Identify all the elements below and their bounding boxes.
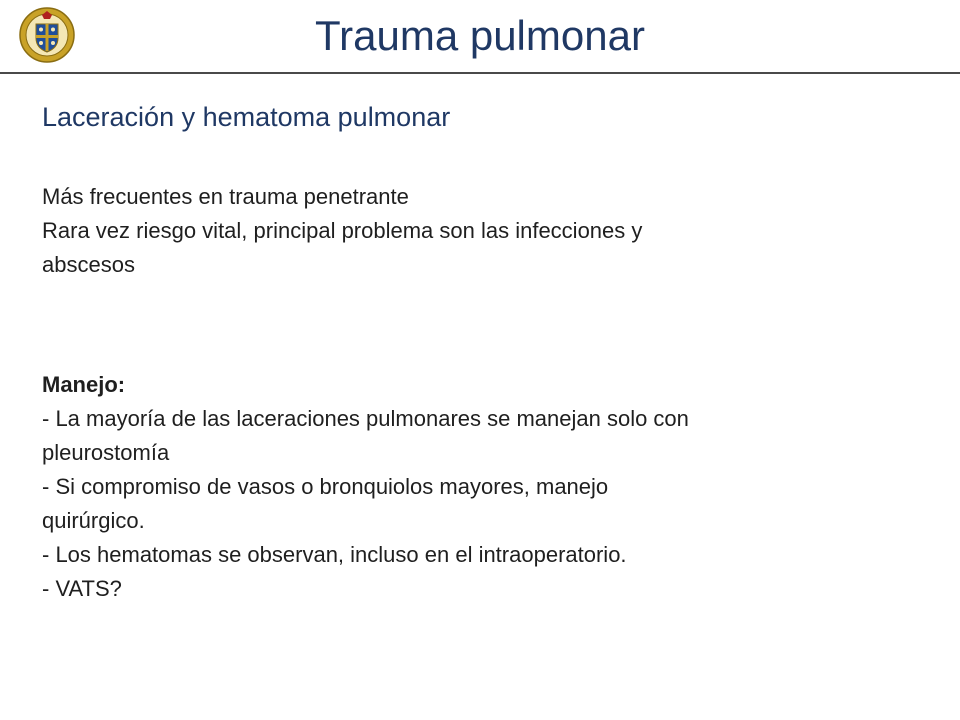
management-line: - Si compromiso de vasos o bronquiolos mayores, manejo (42, 474, 609, 499)
management-line: - La mayoría de las laceraciones pulmonares se manejan solo con (42, 406, 689, 431)
management-heading: Manejo: (42, 372, 126, 397)
intro-line: abscesos (42, 252, 135, 277)
management-section (42, 368, 922, 606)
intro-text (42, 180, 922, 282)
section-subtitle: Laceración y hematoma pulmonar (42, 102, 451, 132)
intro-line: Más frecuentes en trauma penetrante (42, 184, 409, 209)
management-line: pleurostomía (42, 440, 170, 465)
management-line: quirúrgico. (42, 508, 145, 533)
intro-line: Rara vez riesgo vital, principal problema son las infecciones y (42, 218, 643, 243)
management-line: - Los hematomas se observan, incluso en el intraoperatorio. (42, 542, 627, 567)
title-divider (0, 72, 960, 74)
management-line: - VATS? (42, 576, 122, 601)
page-title: Trauma pulmonar (315, 12, 645, 59)
